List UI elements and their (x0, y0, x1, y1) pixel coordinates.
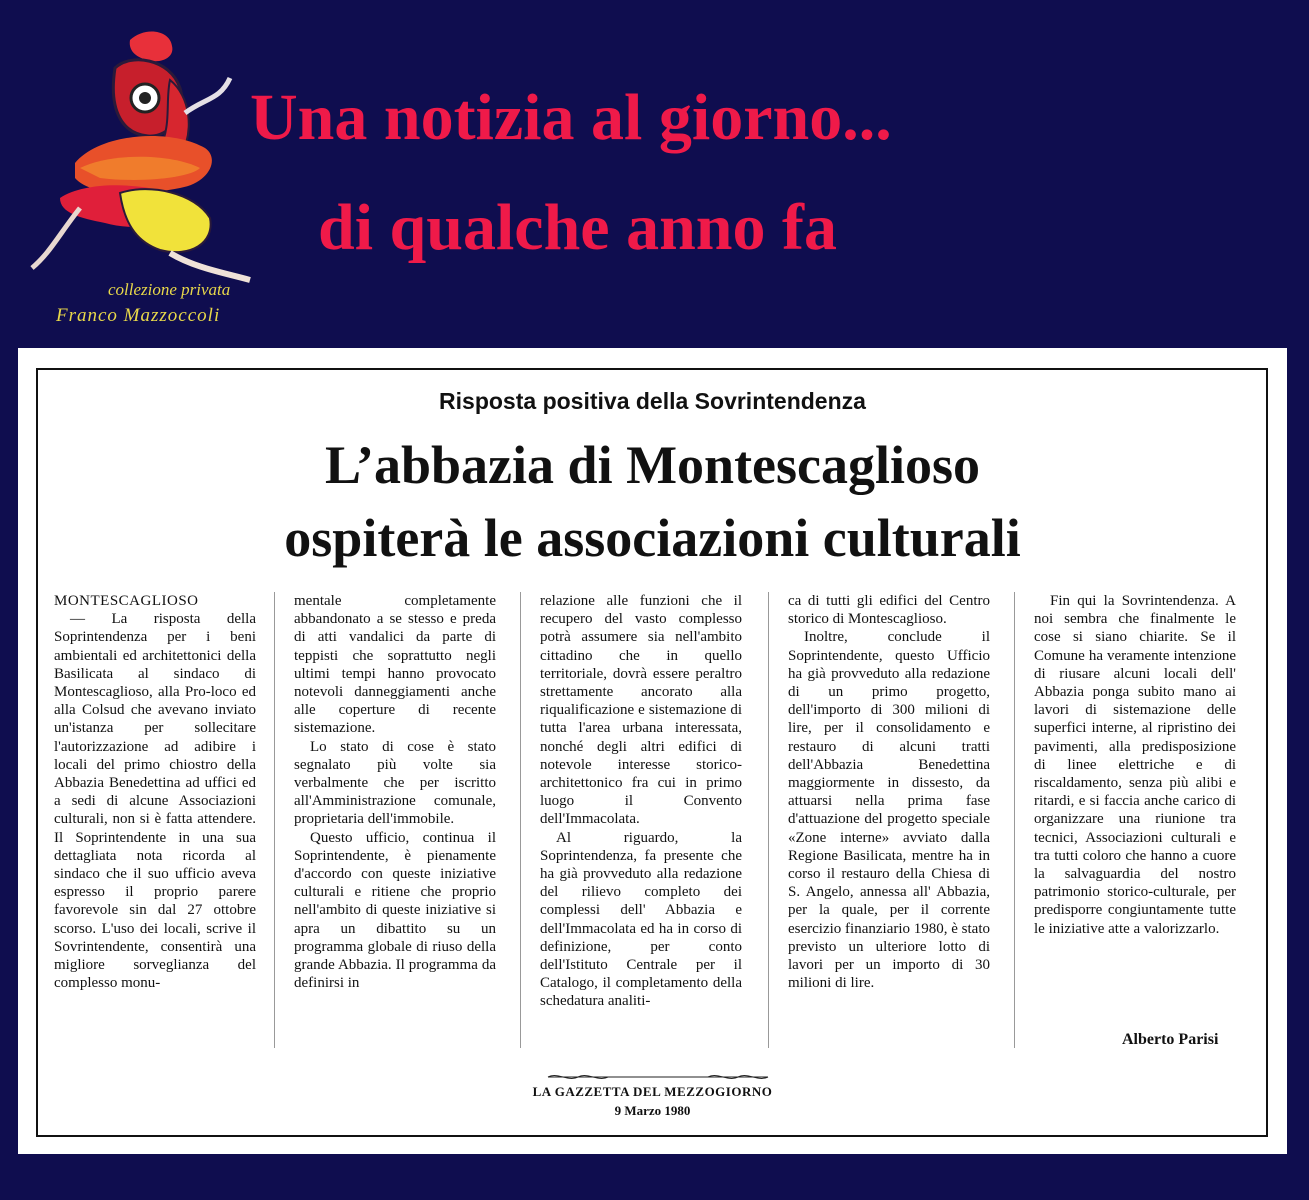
article-column-4 (788, 592, 990, 992)
article-dateline: MONTESCAGLIOSO (54, 593, 199, 609)
newspaper-clipping (18, 348, 1287, 1154)
column-divider (274, 592, 275, 1048)
column-divider (768, 592, 769, 1048)
column-1-paragraph-1: — La risposta della Soprintendenza per i beni ambientali ed architettonici della Basilicata al sindaco di Montescaglioso, alla Pro-loco ed alla Colsud che avevano inviato un'istanza per sollecitare l'autorizzazione ad adibire i locali del primo chiostro della Abbazia Benedettina ad uffici ed a sedi di alcune Associazioni culturali, non si è fatta attendere. Il Soprintendente in una sua dettagliata nota ricorda al sindaco che il suo ufficio aveva espresso il proprio parere favorevole sin dal 27 ottobre scorso. L'uso dei locali, scrive il Sovrintendente, consentirà una migliore sorveglianza del complesso monu- (54, 611, 256, 992)
column-3-paragraph-2: Al riguardo, la Soprintendenza, fa presente che ha già provveduto alla redazione del rilievo completo dei complessi dell' Abbazia e dell'Immacolata ed ha in corso di definizione, per conto dell'Istituto Centrale per il Catalogo, il completamento della schedatura analiti- (540, 829, 742, 1010)
column-divider (1014, 592, 1015, 1048)
article-column-3 (540, 592, 742, 1011)
masthead-ornament-icon (538, 1070, 778, 1084)
article-kicker: Risposta positiva della Sovrintendenza (439, 388, 866, 414)
article-column-5 (1034, 592, 1236, 938)
column-4-paragraph-1: ca di tutti gli edifici del Centro storico di Montescaglioso. (788, 593, 990, 628)
article-title-line-2: ospiterà le associazioni culturali (284, 508, 1021, 568)
article-title-line-1: L’abbazia di Montescaglioso (324, 435, 981, 495)
logo-caption-owner: Franco Mazzoccoli (56, 305, 221, 326)
column-divider (520, 592, 521, 1048)
column-2-paragraph-1: mentale completamente abbandonato a se stesso e preda di atti vandalici da parte di teppisti che soprattutto negli ultimi tempi hanno provocato notevoli danneggiamenti anche alle coperture di recente sistemazione. (294, 593, 496, 737)
headline-line-2: di qualche anno fa (318, 191, 837, 264)
article-column-2 (294, 592, 496, 992)
column-5-paragraph-1: Fin qui la Sovrintendenza. A noi sembra che finalmente le cose si siano chiarite. Se il Comune ha veramente intenzione di riusare alcuni locali dell' Abbazia ponga subito mano ai lavori di sistemazione delle superfici interne, al ripristino dei pavimenti, alla predisposizione di linee elettriche e di riscaldamento, senza più alibi e ritardi, e si faccia anche carico di organizzare una riunione tra tecnici, Associazioni culturali e tra tutti coloro che hanno a cuore la salvaguardia del nostro patrimonio storico-culturale, per predisporre congiuntamente tutte le iniziative atte a valorizzarlo. (1034, 593, 1236, 937)
headline-line-1: Una notizia al giorno... (250, 81, 892, 154)
article-author: Alberto Parisi (1122, 1031, 1219, 1048)
dancer-figure-icon (20, 18, 260, 288)
article-column-1 (54, 592, 256, 992)
newspaper-source: LA GAZZETTA DEL MEZZOGIORNO (532, 1084, 773, 1099)
publication-date: 9 Marzo 1980 (614, 1103, 691, 1118)
column-4-paragraph-2: Inoltre, conclude il Soprintendente, questo Ufficio ha già provveduto alla redazione di un primo progetto, dell'importo di 300 milioni di lire, per il consolidamento e restauro di alcuni tratti dell'Abbazia Benedettina maggiormente in dissesto, da attuarsi nella prima fase d'attuazione del progetto speciale «Zone interne» avviato dalla Regione Basilicata, mentre ha in corso il restauro della Chiesa di S. Angelo, annessa all' Abbazia, per la quale, per il corrente esercizio finanziario 1980, è stato previsto un ulteriore lotto di lavori per un importo di 30 milioni di lire. (788, 629, 991, 992)
column-2-paragraph-2: Lo stato di cose è stato segnalato più volte sia verbalmente che per iscritto all'Amministrazione comunale, proprietaria dell'immobile. (294, 738, 496, 828)
column-2-paragraph-3: Questo ufficio, continua il Soprintendente, è pienamente d'accordo con queste iniziative culturali e ritiene che proprio nell'ambito di queste iniziative si apra un dibattito su un programma globale di riuso della grande Abbazia. Il programma da definirsi in (294, 829, 496, 992)
collection-logo (20, 18, 260, 328)
logo-caption-collection: collezione privata (108, 280, 231, 299)
column-3-paragraph-1: relazione alle funzioni che il recupero del vasto complesso potrà assumere sia nell'ambito cittadino che in quello territoriale, dovrà essere peraltro strettamente ancorato alla riqualificazione e sistemazione di tutta l'area urbana interessata, nonché degli altri edifici di notevole interesse storico-architettonico fra cui in primo luogo il Convento dell'Immacolata. (540, 593, 742, 828)
